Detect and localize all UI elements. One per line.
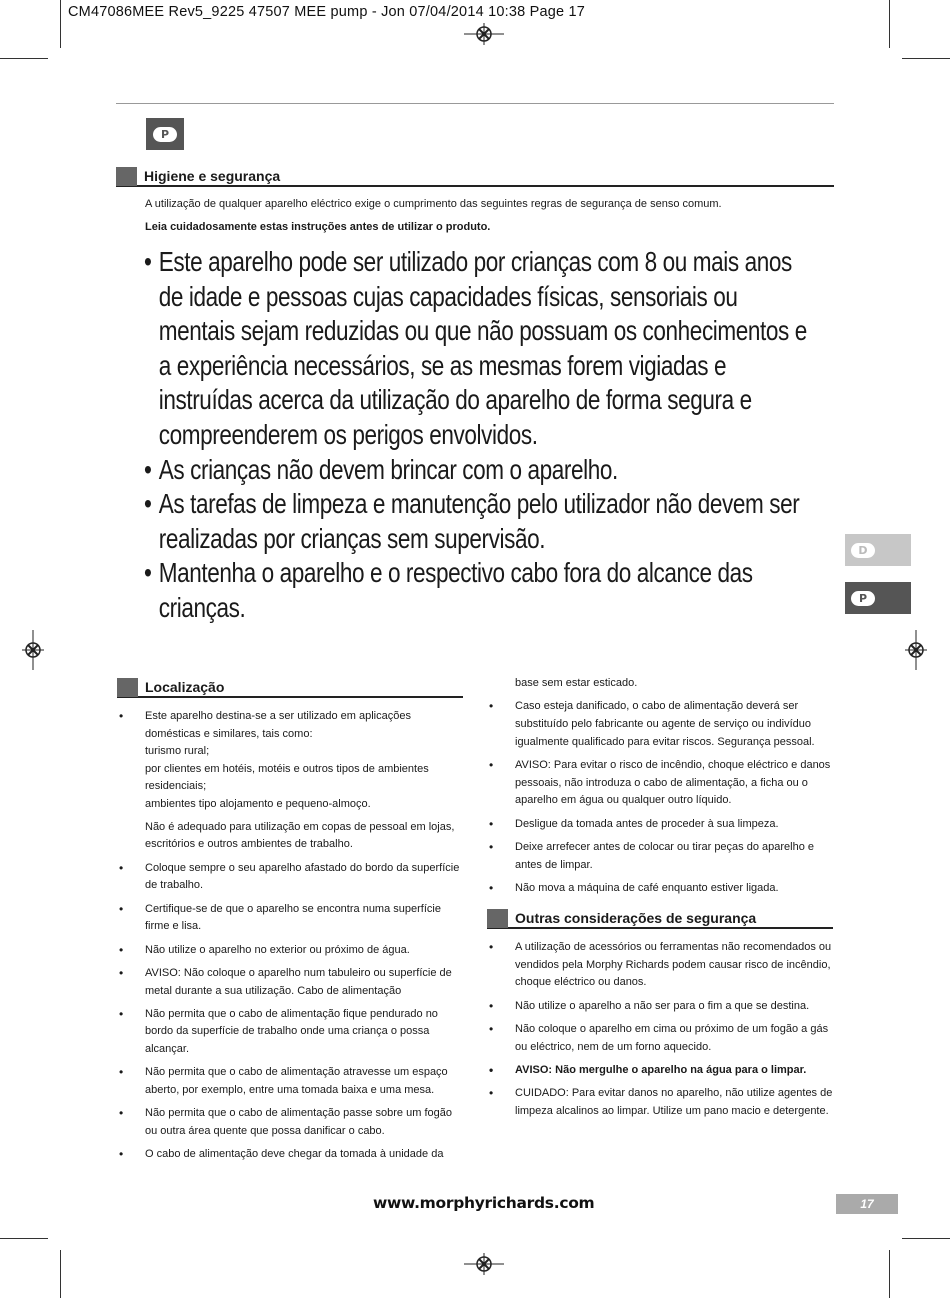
language-tab-label: D <box>851 543 875 558</box>
item-paragraph: Não é adequado para utilização em copas de pessoal em lojas, escritórios e outros ambientes de trabalho. <box>145 820 455 851</box>
item-line: • Este aparelho destina-se a ser utilizado em aplicações domésticas e similares, tais como: <box>145 710 411 740</box>
item-line: turismo rural; <box>145 745 210 758</box>
list-item <box>117 708 463 854</box>
crop-mark <box>0 58 48 59</box>
crop-mark <box>60 1250 61 1298</box>
list-item: • AVISO: Não mergulhe o aparelho na água para o limpar. <box>487 1062 833 1080</box>
footer-website: www.morphyrichards.com <box>373 1194 595 1212</box>
list-item: • Coloque sempre o seu aparelho afastado do bordo da superfície de trabalho. <box>117 860 463 895</box>
registration-mark-icon <box>905 630 927 670</box>
list-item: • Este aparelho pode ser utilizado por crianças com 8 ou mais anos de idade e pessoas cujas capacidades físicas, sensoriais ou mentais sejam reduzidas ou que não possuam os conhecimentos e a experiência necessários, se as mesmas forem vigiadas e instruídas acerca da utilização do aparelho de forma segura e compreenderem os perigos envolvidos. <box>144 245 815 453</box>
list-item: • O cabo de alimentação deve chegar da tomada à unidade da <box>117 1146 463 1164</box>
list-item: • Não permita que o cabo de alimentação atravesse um espaço aberto, por exemplo, entre uma tomada baixa e uma mesa. <box>117 1064 463 1099</box>
language-badge <box>146 118 184 150</box>
section-title: Localização <box>145 679 225 695</box>
language-tab-p <box>845 582 911 614</box>
page-number: 17 <box>836 1194 898 1214</box>
item-line: ambientes tipo alojamento e pequeno-almoço. <box>145 797 371 810</box>
list-item: • CUIDADO: Para evitar danos no aparelho, não utilize agentes de limpeza alcalinos ao limpar. Utilize um pano macio e detergente. <box>487 1085 833 1120</box>
list-item: • Não utilize o aparelho a não ser para o fim a que se destina. <box>487 998 833 1016</box>
heading-marker <box>487 909 508 928</box>
list-item: • As tarefas de limpeza e manutenção pelo utilizador não devem ser realizadas por crianças sem supervisão. <box>144 487 815 556</box>
list-item: • Caso esteja danificado, o cabo de alimentação deverá ser substituído pelo fabricante ou agente de serviço ou indivíduo igualmente qualificado para evitar riscos. Segurança pessoal. <box>487 698 833 751</box>
list-item: • Não permita que o cabo de alimentação passe sobre um fogão ou outra área quente que possa danificar o cabo. <box>117 1105 463 1140</box>
right-column-lower <box>487 939 833 1126</box>
list-item-continuation: base sem estar esticado. <box>515 677 638 689</box>
language-tab-label: P <box>851 591 875 606</box>
heading-marker <box>117 678 138 697</box>
section-heading-hygiene <box>116 167 834 187</box>
registration-mark-icon <box>464 1253 504 1275</box>
list-item: • Não coloque o aparelho em cima ou próximo de um fogão a gás ou eléctrico, nem de um forno aquecido. <box>487 1021 833 1056</box>
crop-mark <box>889 1250 890 1298</box>
language-tab-d <box>845 534 911 566</box>
item-line: por clientes em hotéis, motéis e outros tipos de ambientes residenciais; <box>145 762 429 793</box>
registration-mark-icon <box>22 630 44 670</box>
list-item: • Desligue da tomada antes de proceder à sua limpeza. <box>487 816 833 834</box>
list-item: • AVISO: Para evitar o risco de incêndio, choque eléctrico e danos pessoais, não introduza o cabo de alimentação, a ficha ou o aparelho em água ou qualquer outro líquido. <box>487 757 833 810</box>
list-item: • Não utilize o aparelho no exterior ou próximo de água. <box>117 942 463 960</box>
crop-mark <box>0 1238 48 1239</box>
header-rule <box>116 103 834 104</box>
intro-text: A utilização de qualquer aparelho eléctrico exige o cumprimento das seguintes regras de segurança de senso comum. <box>145 198 722 210</box>
list-item: • AVISO: Não coloque o aparelho num tabuleiro ou superfície de metal durante a sua utilização. Cabo de alimentação <box>117 965 463 1000</box>
section-title: Higiene e segurança <box>144 168 281 184</box>
registration-mark-icon <box>464 23 504 45</box>
list-item: • As crianças não devem brincar com o aparelho. <box>144 453 815 488</box>
list-item: • Não permita que o cabo de alimentação fique pendurado no bordo da superfície de trabalho onde uma criança o possa alcançar. <box>117 1006 463 1059</box>
left-column <box>117 708 463 1170</box>
list-item: • Não mova a máquina de café enquanto estiver ligada. <box>487 880 833 898</box>
printer-slug: CM47086MEE Rev5_9225 47507 MEE pump - Jon 07/04/2014 10:38 Page 17 <box>68 4 586 20</box>
crop-mark <box>60 0 61 48</box>
intro-bold-text: Leia cuidadosamente estas instruções antes de utilizar o produto. <box>145 221 491 233</box>
section-title: Outras considerações de segurança <box>515 910 757 926</box>
list-item: • A utilização de acessórios ou ferramentas não recomendados ou vendidos pela Morphy Richards podem causar risco de incêndio, choque eléctrico ou danos. <box>487 939 833 992</box>
heading-marker <box>116 167 137 186</box>
section-heading-location <box>117 678 463 698</box>
list-item: • Deixe arrefecer antes de colocar ou tirar peças do aparelho e antes de limpar. <box>487 839 833 874</box>
crop-mark <box>902 1238 950 1239</box>
list-item: • Mantenha o aparelho e o respectivo cabo fora do alcance das crianças. <box>144 556 815 625</box>
language-badge-label: P <box>153 127 177 142</box>
list-item: • Certifique-se de que o aparelho se encontra numa superfície firme e lisa. <box>117 901 463 936</box>
crop-mark <box>902 58 950 59</box>
section-heading-other-safety <box>487 909 833 929</box>
crop-mark <box>889 0 890 48</box>
right-column <box>487 675 833 903</box>
child-safety-list <box>144 245 950 626</box>
